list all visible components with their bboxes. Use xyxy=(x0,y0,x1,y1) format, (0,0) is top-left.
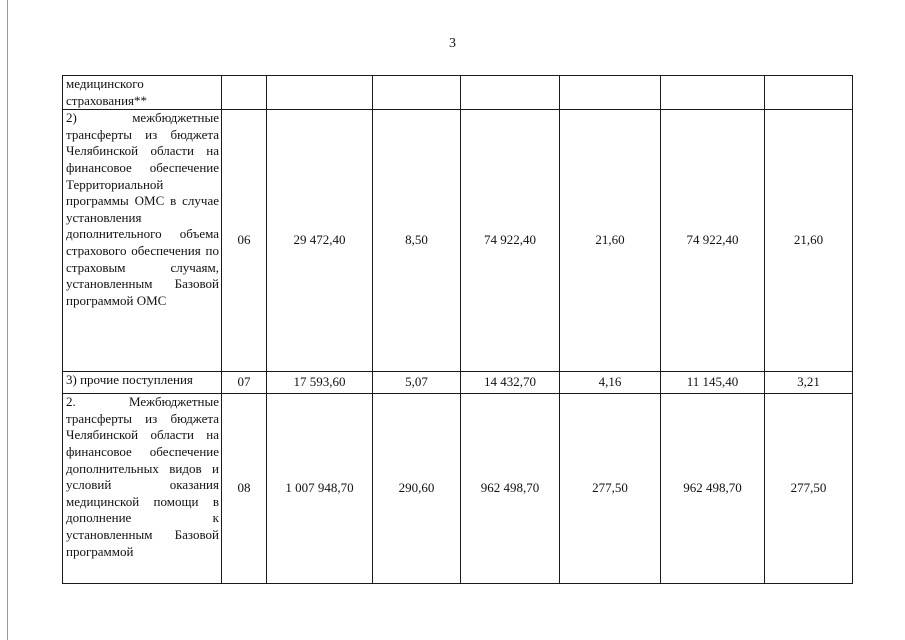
value-cell: 962 498,70 xyxy=(461,394,560,584)
value-cell: 21,60 xyxy=(765,110,853,372)
value-cell: 17 593,60 xyxy=(267,372,373,394)
value-cell: 3,21 xyxy=(765,372,853,394)
value-cell: 290,60 xyxy=(373,394,461,584)
value-cell: 5,07 xyxy=(373,372,461,394)
row-label: медицинского страхования** xyxy=(63,76,222,110)
value-cell xyxy=(461,76,560,110)
value-cell: 74 922,40 xyxy=(661,110,765,372)
row-code xyxy=(222,76,267,110)
row-code: 08 xyxy=(222,394,267,584)
value-cell: 21,60 xyxy=(560,110,661,372)
value-cell xyxy=(661,76,765,110)
value-cell: 11 145,40 xyxy=(661,372,765,394)
value-cell: 14 432,70 xyxy=(461,372,560,394)
row-label: 2. Межбюджетные трансферты из бюджета Челябинской области на финансовое обеспечение дополнительных видов и условий оказания медицинской помощи в дополнение к установленным Базовой программой xyxy=(66,394,219,559)
row-code: 06 xyxy=(222,110,267,372)
value-cell: 277,50 xyxy=(765,394,853,584)
value-cell: 277,50 xyxy=(560,394,661,584)
financing-table xyxy=(62,75,853,584)
value-cell: 962 498,70 xyxy=(661,394,765,584)
value-cell xyxy=(560,76,661,110)
row-label: 3) прочие поступления xyxy=(63,372,222,394)
value-cell xyxy=(373,76,461,110)
page-number: 3 xyxy=(449,36,456,51)
page-edge-rule xyxy=(7,0,8,640)
value-cell: 8,50 xyxy=(373,110,461,372)
value-cell xyxy=(765,76,853,110)
table-row xyxy=(63,372,853,394)
value-cell: 4,16 xyxy=(560,372,661,394)
value-cell xyxy=(267,76,373,110)
value-cell: 74 922,40 xyxy=(461,110,560,372)
row-label: 2) межбюджетные трансферты из бюджета Челябинской области на финансовое обеспечение Территориальной программы ОМС в случае установления дополнительного объема страхового обеспечения по страховым случаям, установленным Базовой программой ОМС xyxy=(63,110,222,372)
value-cell: 1 007 948,70 xyxy=(267,394,373,584)
table-row xyxy=(63,394,853,584)
table-row xyxy=(63,110,853,372)
table-row xyxy=(63,76,853,110)
row-code: 07 xyxy=(222,372,267,394)
value-cell: 29 472,40 xyxy=(267,110,373,372)
